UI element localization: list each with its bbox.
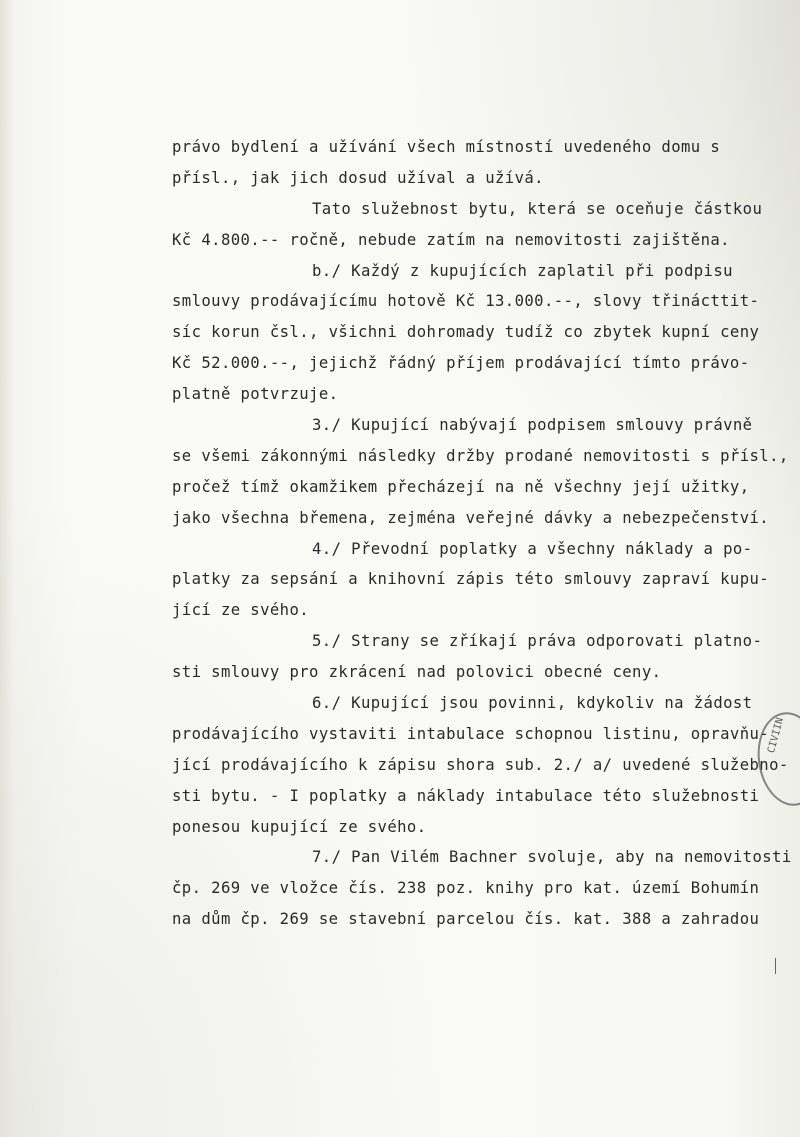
- text-line: Kč 4.800.-- ročně, nebude zatím na nemovitosti zajištěna.: [172, 230, 730, 249]
- text-line: jako všechna břemena, zejména veřejné dávky a nebezpečenství.: [172, 508, 770, 527]
- text-line: platky za sepsání a knihovní zápis této smlouvy zapraví kupu-: [172, 570, 770, 589]
- text-line: se všemi zákonnými následky držby prodané nemovitosti s přísl.,: [172, 446, 789, 465]
- text-line: Kč 52.000.--, jejichž řádný příjem prodávající tímto právo-: [172, 354, 750, 373]
- text-line: přísl., jak jich dosud užíval a užívá.: [172, 168, 544, 187]
- text-line: prodávajícího vystaviti intabulace schopnou listinu, opravňu-: [172, 724, 770, 743]
- text-line: 3./ Kupující nabývají podpisem smlouvy právně: [312, 416, 753, 435]
- text-line: ponesou kupující ze svého.: [172, 817, 427, 836]
- margin-mark: [775, 958, 776, 974]
- text-line: na dům čp. 269 se stavební parcelou čís. kat. 388 a zahradou: [172, 910, 760, 929]
- text-line: jící prodávajícího k zápisu shora sub. 2./ a/ uvedené služebno-: [172, 755, 789, 774]
- text-line: právo bydlení a užívání všech místností uvedeného domu s: [172, 138, 721, 156]
- text-line: sti smlouvy pro zkrácení nad polovici obecné ceny.: [172, 663, 662, 682]
- stamp-text: CIVIIN: [765, 716, 786, 755]
- text-line: 6./ Kupující jsou povinni, kdykoliv na žádost: [312, 694, 753, 713]
- text-line: Tato služebnost bytu, která se oceňuje částkou: [312, 199, 763, 218]
- text-line: 5./ Strany se zříkají práva odporovati platno-: [312, 632, 763, 651]
- text-line: pročež tímž okamžikem přecházejí na ně všechny její užitky,: [172, 477, 750, 496]
- text-line: síc korun čsl., všichni dohromady tudíž co zbytek kupní ceny: [172, 323, 760, 342]
- text-line: sti bytu. - I poplatky a náklady intabulace této služebnosti: [172, 786, 760, 805]
- text-line: smlouvy prodávajícímu hotově Kč 13.000.--, slovy třinácttit-: [172, 292, 760, 311]
- paper-fold-shadow: [0, 0, 14, 1137]
- text-line: 7./ Pan Vilém Bachner svoluje, aby na nemovitosti: [312, 848, 792, 867]
- text-line: b./ Každý z kupujících zaplatil při podpisu: [312, 261, 733, 280]
- text-line: platně potvrzuje.: [172, 385, 339, 404]
- text-line: 4./ Převodní poplatky a všechny náklady a po-: [312, 539, 753, 558]
- text-line: jící ze svého.: [172, 601, 310, 620]
- text-line: čp. 269 ve vložce čís. 238 poz. knihy pro kat. území Bohumín: [172, 879, 760, 898]
